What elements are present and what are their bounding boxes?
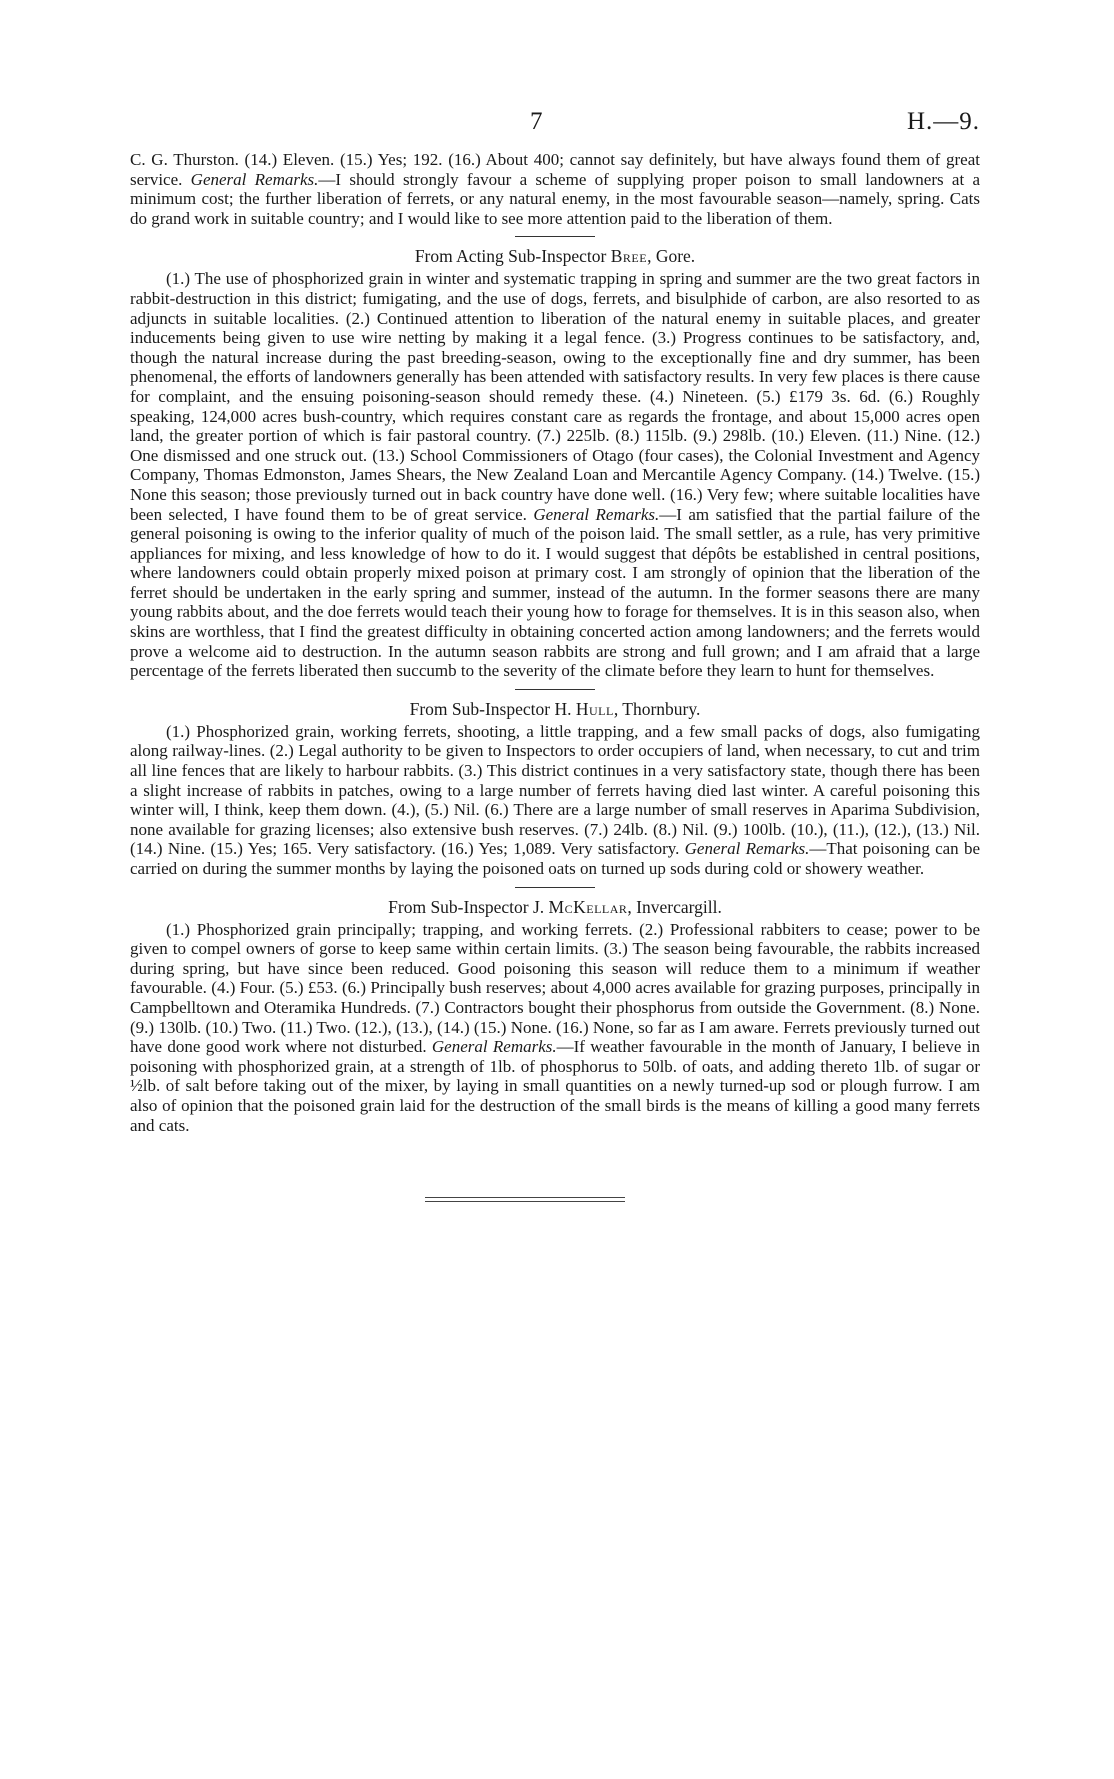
heading-location: , Gore. <box>647 246 696 267</box>
heading-prefix: From Acting Sub-Inspector <box>414 246 611 267</box>
page-number: 7 <box>530 108 543 135</box>
heading-location: , Thornbury. <box>613 698 701 719</box>
report-section-bree <box>130 245 980 680</box>
inspector-name: Bree <box>610 246 648 267</box>
page-header <box>130 108 980 150</box>
section-heading <box>130 245 980 267</box>
general-remarks-label: General Remarks. <box>684 839 810 859</box>
report-text-a: (1.) Phosphorized grain, working ferrets, shooting, a little trapping, and a few small packs of dogs, also fumigating along railway-lines. (2.) Legal authority to be given to Inspectors to order occupiers of land, when necessary, to cut and trim all line fences that are likely to harbour rabbits. (3.) This district continues in a very satisfactory state, though there has been a slight increase of rabbits in patches, owing to a large number of ferrets having died last winter. A careful poisoning this winter will, I think, keep them down. (4.), (5.) Nil. (6.) There are a large number of small reserves in Aparima Subdivision, none available for grazing licenses; also extensive bush reserves. (7.) 24lb. (8.) Nil. (9.) 100lb. (10.), (11.), (12.), (13.) Nil. (14.) Nine. (15.) Yes; 165. Very satisfactory. (16.) Yes; 1,089. Very satisfactory. <box>130 721 980 859</box>
report-paragraph <box>130 722 980 879</box>
report-text-a: (1.) The use of phosphorized grain in winter and systematic trapping in spring and summer are the two great factors in rabbit-destruction in this district; fumigating, and the use of dogs, ferrets, and bisulphide of carbon, are also resorted to as adjuncts in suitable localities. (2.) Continued attention to liberation of the natural enemy in suitable places, and greater inducements being given to use wire netting by making it a legal fence. (3.) Progress continues to be satisfactory, and, though the natural increase during the past breeding-season, owing to the exceptionally fine and dry summer, has been phenomenal, the efforts of landowners generally has been attended with satisfactory results. In very few places is there cause for complaint, and the ensuing poisoning-season should remedy these. (4.) Nineteen. (5.) £179 3s. 6d. (6.) Roughly speaking, 124,000 acres bush-country, which requires constant care as regards the frontage, and about 15,000 acres open land, the greater portion of which is fair pastoral country. (7.) 225lb. (8.) 115lb. (9.) 298lb. (10.) Eleven. (11.) Nine. (12.) One dismissed and one struck out. (13.) School Commissioners of Otago (four cases), the Colonial Investment and Agency Company, Thomas Edmonston, James Shears, the New Zealand Loan and Mercantile Agency Company. (14.) Twelve. (15.) None this season; those previously turned out in back country have done well. (16.) Very few; where suitable localities have been selected, I have found them to be of great service. <box>130 269 980 524</box>
intro-text-b: —I should strongly favour a scheme of supplying proper poison to small landowners at a minimum cost; the further liberation of ferrets, or any natural enemy, in the most favourable season—namely, spring. Cats do grand work in suitable country; and I would like to see more attention paid to the liberation of them. <box>130 169 980 228</box>
section-divider <box>515 689 595 690</box>
heading-prefix: From Sub-Inspector J. <box>388 896 549 917</box>
report-section-hull <box>130 698 980 879</box>
heading-prefix: From Sub-Inspector H. <box>409 698 576 719</box>
document-reference: H.—9. <box>906 108 980 135</box>
inspector-name: McKellar <box>548 896 628 917</box>
report-text-a: (1.) Phosphorized grain principally; trapping, and working ferrets. (2.) Professional rabbiters to cease; power to be given to compel owners of gorse to keep same within certain limits. (3.) The season being favourable, the rabbits increased during spring, but have since been reduced. Good poisoning this season will reduce them to a minimum if weather favourable. (4.) Four. (5.) £53. (6.) Principally bush reserves; about 4,000 acres available for grazing purposes, principally in Campbelltown and Oteramika Hundreds. (7.) Contractors bought their phosphorus from outside the Government. (8.) None. (9.) 130lb. (10.) Two. (11.) Two. (12.), (13.), (14.) (15.) None. (16.) None, so far as I am aware. Ferrets previously turned out have done good work where not disturbed. <box>130 919 980 1057</box>
section-divider <box>515 887 595 888</box>
section-heading <box>130 698 980 720</box>
intro-text-a: C. G. Thurston. (14.) Eleven. (15.) Yes; 192. (16.) About 400; cannot say definitely, but have always found them of great service. <box>130 150 980 189</box>
report-paragraph <box>130 269 980 680</box>
report-text-b: —If weather favourable in the month of January, I believe in poisoning with phosphorized grain, at a strength of 1lb. of phosphorus to 50lb. of oats, and adding thereto 1lb. of sugar or ½lb. of salt before taking out of the mixer, by laying in small quantities on a newly turned-up sod or plough furrow. I am also of opinion that the poisoned grain laid for the destruction of the small birds is the means of killing a good many ferrets and cats. <box>130 1037 980 1135</box>
section-divider <box>515 236 595 237</box>
section-heading <box>130 896 980 918</box>
report-paragraph <box>130 920 980 1136</box>
report-text-b: —That poisoning can be carried on during the summer months by laying the poisoned oats on turned up sods during cold or showery weather. <box>130 839 980 878</box>
end-of-section-rule <box>425 1197 625 1205</box>
end-rule-line <box>425 1201 625 1205</box>
general-remarks-label: General Remarks. <box>190 169 319 189</box>
general-remarks-label: General Remarks. <box>533 504 660 524</box>
document-page <box>130 108 980 1205</box>
general-remarks-label: General Remarks. <box>431 1037 557 1057</box>
heading-location: , Invercargill. <box>627 896 722 917</box>
intro-paragraph <box>130 150 980 228</box>
report-section-mckellar <box>130 896 980 1136</box>
inspector-name: Hull <box>575 698 614 719</box>
report-text-b: —I am satisfied that the partial failure of the general poisoning is owing to the inferior quality of much of the poison laid. The small settler, as a rule, has very primitive appliances for mixing, and less knowledge of how to do it. I would suggest that dépôts be established in central positions, where landowners could obtain properly mixed poison at primary cost. I am strongly of opinion that the liberation of the ferret should be undertaken in the early spring and summer, instead of the autumn. In the former seasons there are many young rabbits about, and the doe ferrets would teach their young how to forage for themselves. It is in this season also, when skins are worthless, that I find the greatest difficulty in obtaining concerted action among landowners; and the ferrets would prove a welcome aid to destruction. In the autumn season rabbits are strong and full grown; and I am afraid that a large percentage of the ferrets liberated then succumb to the severity of the climate before they learn to hunt for themselves. <box>130 504 980 681</box>
